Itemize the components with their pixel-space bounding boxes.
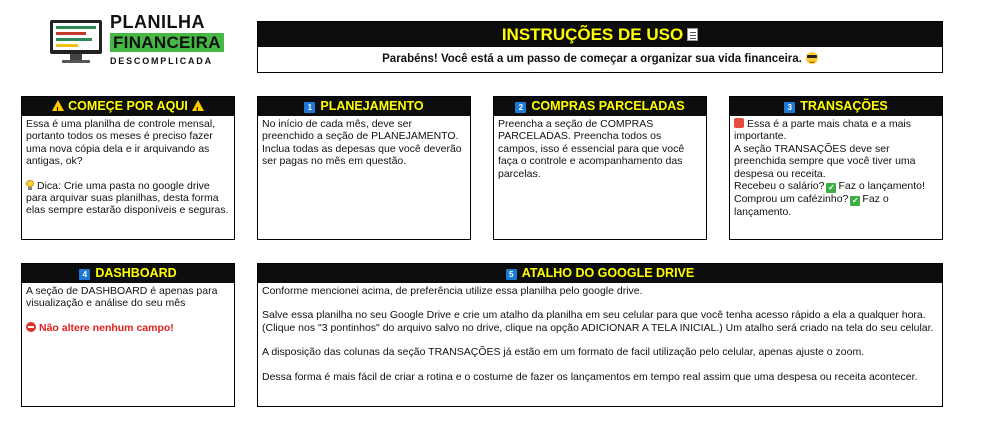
check-icon: ✓ xyxy=(852,196,859,206)
angry-face-icon xyxy=(734,118,744,128)
warning-text: Não altere nenhum campo! xyxy=(26,322,230,334)
cool-face-icon xyxy=(806,52,818,64)
card-compras-parceladas xyxy=(493,96,707,240)
warning-icon xyxy=(192,100,204,111)
card-text: Salve essa planilha no seu Google Drive e crie um atalho da planilha em seu celular para que você tenha acesso rápido a ela a qualquer hora. (Clique nos "3 pontinhos" do arquivo salvo no drive, clique na opção ADICIONAR A TELA INICIAL.) Um atalho será criado na tela do seu celular. xyxy=(262,309,934,334)
card-text: No início de cada mês, deve ser preenchido a seção de PLANEJAMENTO. Inclua todas as depesas que você deverão ser pagas no mês em questão. xyxy=(262,118,462,168)
card-text: Conforme mencionei acima, de preferência utilize essa planilha pelo google drive. xyxy=(262,285,643,297)
card-text: A disposição das colunas da seção TRANSAÇÕES já estão em um formato de facil utilização pelo celular, apenas ajuste o zoom. xyxy=(262,346,865,359)
card-text: Essa é a parte mais chata e a mais importante. xyxy=(734,118,911,143)
page-subtitle: Parabéns! Você está a um passo de começar a organizar sua vida financeira. xyxy=(258,47,942,71)
check-icon: ✓ xyxy=(828,183,835,193)
page-title: INSTRUÇÕES DE USO xyxy=(258,22,942,47)
logo-line-2: FINANCEIRA xyxy=(110,33,224,52)
monitor-icon xyxy=(50,20,102,54)
lightbulb-icon xyxy=(26,180,34,190)
number-5-icon: 5 xyxy=(506,269,517,280)
logo-line-3: DESCOMPLICADA xyxy=(110,56,213,66)
card-header: 2 COMPRAS PARCELADAS xyxy=(494,97,706,116)
number-2-icon: 2 xyxy=(515,102,526,113)
card-dashboard xyxy=(21,263,235,407)
number-1-icon: 1 xyxy=(304,102,315,113)
card-text: Recebeu o salário? ✓ Faz o lançamento! xyxy=(734,180,925,193)
card-planejamento xyxy=(257,96,471,240)
card-text: Preencha a seção de COMPRAS PARCELADAS. Preencha todos os campos, isso é essencial para que você faça o controle e acompanhamento das parcelas. xyxy=(498,118,685,180)
card-atalho-google-drive xyxy=(257,263,943,407)
logo xyxy=(48,12,221,74)
card-text: A seção de DASHBOARD é apenas para visualização e análise do seu mês xyxy=(26,285,218,310)
card-header: 1 PLANEJAMENTO xyxy=(258,97,470,116)
card-header: 5 ATALHO DO GOOGLE DRIVE xyxy=(258,264,942,283)
card-text: Dessa forma é mais fácil de criar a rotina e o costume de fazer os lançamentos em tempo real assim que uma despesa ou receita acontecer. xyxy=(262,370,918,383)
card-header: 3 TRANSAÇÕES xyxy=(730,97,942,116)
card-header: 4 DASHBOARD xyxy=(22,264,234,283)
card-comece-por-aqui xyxy=(21,96,235,240)
card-transacoes xyxy=(729,96,943,240)
logo-line-1: PLANILHA xyxy=(110,12,205,32)
card-text: Comprou um cafézinho? ✓ Faz o lançamento. xyxy=(734,193,889,219)
card-tip: Dica: Crie uma pasta no google drive para arquivar suas planilhas, desta forma elas sempre estarão disponíveis e seguras. xyxy=(26,179,229,217)
card-text: Essa é uma planilha de controle mensal, portanto todos os meses é preciso fazer uma nova cópia dela e ir arquivando as antigas, ok? xyxy=(26,118,216,168)
no-entry-icon xyxy=(26,322,36,332)
memo-icon xyxy=(687,28,698,41)
warning-icon xyxy=(52,100,64,111)
number-3-icon: 3 xyxy=(784,102,795,113)
card-text: A seção TRANSAÇÕES deve ser preenchida sempre que você tiver uma despesa ou receita. xyxy=(734,142,916,180)
number-4-icon: 4 xyxy=(79,269,90,280)
card-header: !COMEÇE POR AQUI! xyxy=(22,97,234,116)
instructions-header xyxy=(257,21,943,73)
